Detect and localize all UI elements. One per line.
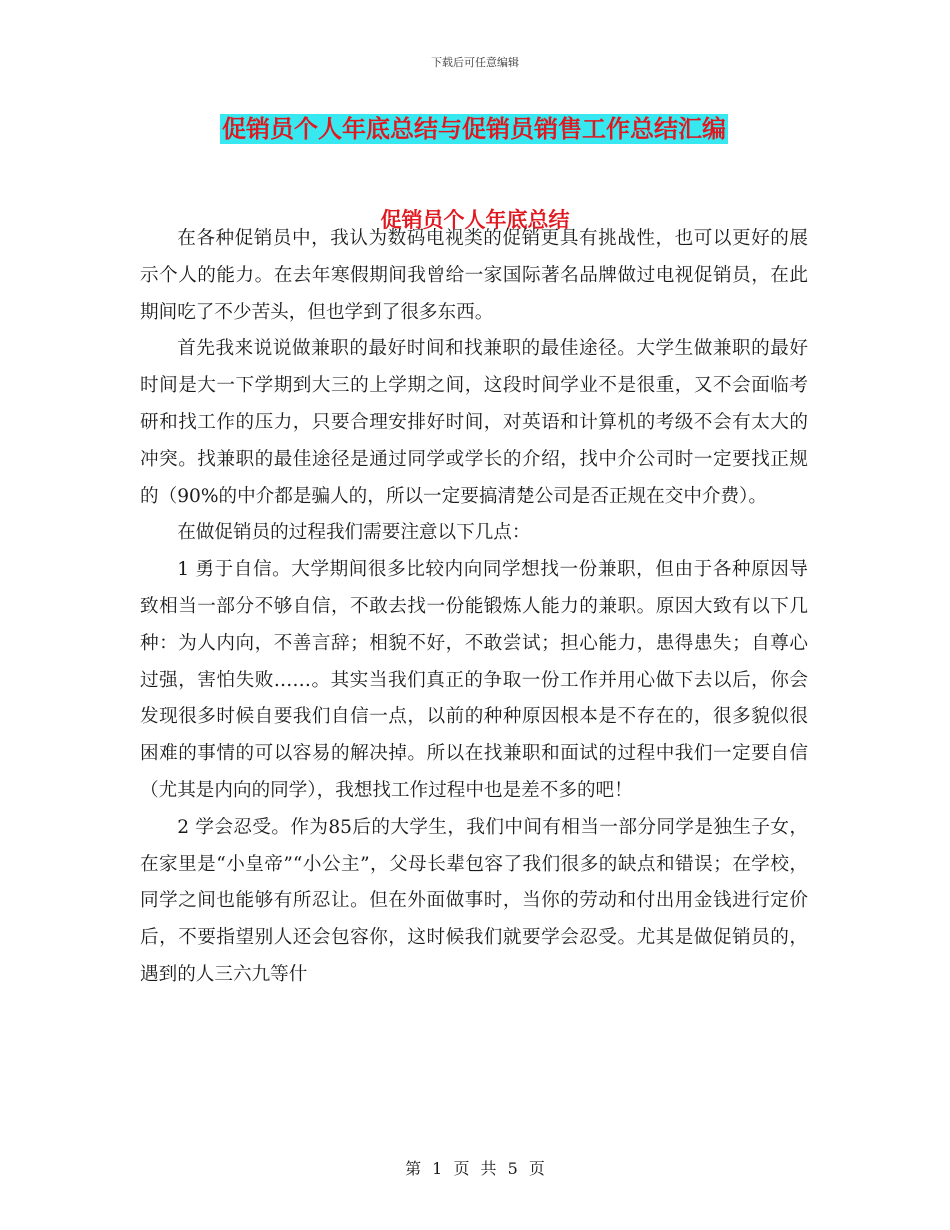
paragraph: 首先我来说说做兼职的最好时间和找兼职的最佳途径。大学生做兼职的最好时间是大一下学期到大三的上学期之间，这段时间学业不是很重，又不会面临考研和找工作的压力，只要合理安排好时间，对英语和计算机的考级不会有太大的冲突。找兼职的最佳途径是通过同学或学长的介绍，找中介公司时一定要找正规的（90%的中介都是骗人的，所以一定要搞清楚公司是否正规在交中介费）。: [140, 338, 808, 507]
paragraph: 在各种促销员中，我认为数码电视类的促销更具有挑战性，也可以更好的展示个人的能力。在去年寒假期间我曾给一家国际著名品牌做过电视促销员，在此期间吃了不少苦头，但也学到了很多东西。: [140, 228, 808, 323]
paragraph: 2 学会忍受。作为85后的大学生，我们中间有相当一部分同学是独生子女，在家里是“小皇帝”“小公主”，父母长辈包容了我们很多的缺点和错误；在学校，同学之间也能够有所忍让。但在外面做事时，当你的劳动和付出用金钱进行定价后，不要指望别人还会包容你，这时候我们就要学会忍受。尤其是做促销员的，遇到的人三六九等什: [140, 816, 808, 985]
paragraph: 在做促销员的过程我们需要注意以下几点：: [177, 522, 531, 544]
document-title: 促销员个人年底总结与促销员销售工作总结汇编: [222, 115, 726, 143]
body-text: [140, 221, 808, 994]
header-note: 下载后可任意编辑: [431, 56, 519, 69]
paragraph: 1 勇于自信。大学期间很多比较内向同学想找一份兼职，但由于各种原因导致相当一部分不够自信，不敢去找一份能锻炼人能力的兼职。原因大致有以下几种：为人内向，不善言辞；相貌不好，不敢尝试；担心能力，患得患失；自尊心过强，害怕失败……。其实当我们真正的争取一份工作并用心做下去以后，你会发现很多时候自要我们自信一点，以前的种种原因根本是不存在的，很多貌似很困难的事情的可以容易的解决掉。所以在找兼职和面试的过程中我们一定要自信（尤其是内向的同学），我想找工作过程中也是差不多的吧！: [140, 559, 808, 801]
page-number: 第 1 页 共 5 页: [405, 1159, 545, 1178]
section-title: 促销员个人年底总结: [380, 208, 570, 232]
